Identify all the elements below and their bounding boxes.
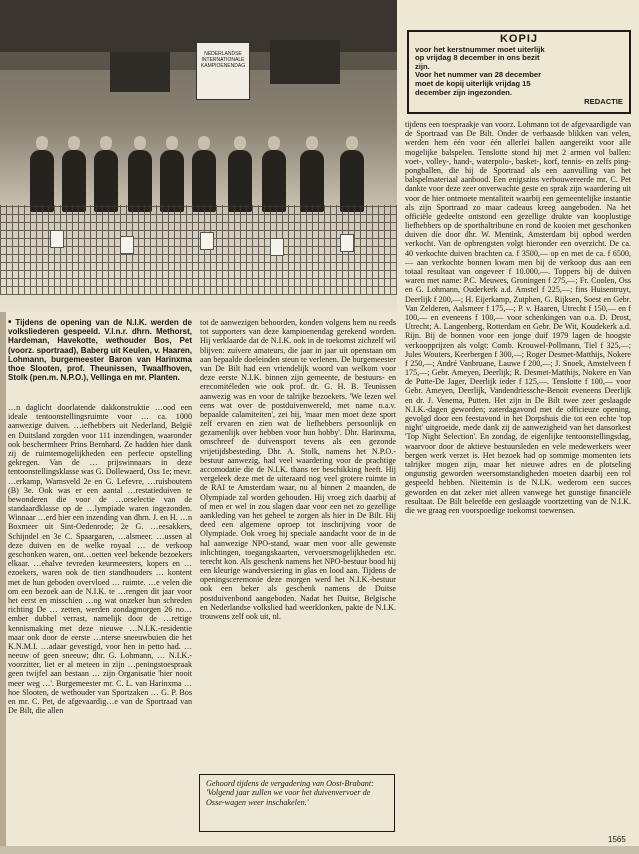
cage-label (120, 236, 134, 254)
cage-label (340, 234, 354, 252)
kopij-line: op vrijdag 8 december in ons bezit (415, 53, 540, 63)
column-1-text: …n daglicht doorlatende dakkonstruktie …ood een ideale tentoonstellingsruimte voor … ca. 1000 aanwezige duiven. …iefhebbers uit Nederland, België en Duitsland zorgden voor 111 inzendingen, waaronder ook beschermheer Prins Bernhard. Ze hadden hier dank zij de ruimtemogelijkheden een perfecte opstelling gekregen. Van de … prijswinnaars in deze tentoonstellingsklasse was G. Dollewaerd, Oss 1e; mevr. …erkamp, Warnsveld 2e en G. Lefevre, …ruisboutem (B) 3e. Ook was er een aantal …restatieduiven te bewonderen die voor de …orselectie van de standaardklasse op de …lympiade waren ingezonden. Winnaar …erd hier een inzending van dhrn. J. en H. …n Boxmeer uit Sint-Oedenrode; 2e G. …eesakkers, Schijndel en 3e C. Spaargaren, …alsmeer. …ussen al deze duiven en de welke royaal … de verkoop geschonken waren, ont…oetten veel bekende bezoekers elkaar. …ehalve tevreden keurmeesters, kopers en …ezoekers, waren ook de tien standhouders … kontent met de hun geboden overvloed … ruimte. …e velen die om een bezoek aan de N.I.K. te …rengen dit jaar voor het eerst en misschien …og wat onzeker hun schreden richting De … zetten, werden zondagmorgen 26 no…ember dubbel verrast, namelijk door de …rettige kennismaking met deze nieuwe …N.I.K.-residentie maar ook door de eerste …nterse sneeuwbuien die het K.N.M.I. …adaar gevestigd, voor hen in petto had. …neeuw of geen sneeuw; dhr. G. Lohmann, … N.I.K.-voorzitter, liet er al meteen in zijn …peningstoespraak geen twijfel aan bestaan … zijn Organisatie 'hier nooit meer weg …'. Burgemeester mr. C. L. van Harinxma …hoe Slooten, de wethouder van Sportzaken … G. P. Bos en mr. C. Pet, de afgevaardig…e van de Sportraad van De Bilt, die allen (8, 403, 192, 716)
person-figure (340, 150, 364, 212)
kopij-line: Voor het nummer van 28 december (415, 70, 542, 80)
kopij-title: KOPIJ (499, 33, 538, 45)
person-figure (300, 150, 324, 212)
pigeon-cages (0, 205, 397, 295)
page-number: 1565 (608, 835, 626, 844)
article-column-3 (405, 120, 631, 832)
opening-ceremony-photo (0, 0, 397, 312)
cage-label (270, 238, 284, 256)
kopij-line: zijn. (415, 61, 430, 71)
person-figure (128, 150, 152, 212)
page-bottom-strip (0, 846, 639, 854)
kopij-notice-box (407, 30, 631, 114)
column-2-text: tot de aanwezigen behoorden, konden volgens hem nu reeds tot supporters van deze kampioenendag gerekend worden. Hij verklaarde dat de N.I.K. ook in de toekomst zichzelf wil blijven: zuivere amateurs, die jaar in jaar uit openstaan om aan bepaalde doeleinden steun te verlenen. De burgemeester van De Bilt had een vriendelijk woord van welkom voor deze eerste N.I.K. binnen zijn gemeente, de bestuurs- en erecomitéleden wie ook prof. dr. G. H. B. Teunissen aanwezig was en voor de talrijke bezoekers. 'We lezen wel eens wat over de postduivenwereld, met name n.a.v. bepaalde calamiteiten', zei hij, 'maar men moet deze sport zelf ervaren en zien wat de liefhebbers persoonlijk en gezamenlijk over hebben voor hun hobby'. Dhr. Harinxma, omschreef de duivensport tevens als een gezonde vrijetijdsbesteding. Dhr. A. Stolk, namens het N.P.O.-bestuur aanwezig, had veel waardering voor de prachtige accomodatie die de N.I.K. thans ter beschikking heeft. Hij vergeleek deze met de uiteraard nog veel grotere ruimte in de RAI te Amsterdam waar, nu al binnen 2 maanden, de Olympiade zal worden gehouden. Hij vroeg zich daarbij af of men er wel in zou slagen daar voor een net zo gezellige aankleding van het geheel te zorgen als hier in De Bilt. Hij deed een algemene oproep tot inschrijving voor de Olympiade. Ook vroeg hij speciale aandacht voor de in de hal aanwezige NPO-stand, waar men voor alle gewenste inlichtingen, toegangskaarten, vervoersmogelijkheden etc. terecht kon. Als geschenk namens het NPO-bestuur bood hij een kleurige wandversiering in glas en lood aan. Tijdens de openingsceremonie deze morgen werd het N.I.K.-bestuur ook een beker als geschenk namens de Duitse postduivenbond aangeboden. Nadat het Duitse, Belgische en Nederlandse volkslied had weerklonken, pakte de N.I.K. trouwens zelf ook uit, nl. (200, 318, 396, 621)
person-figure (160, 150, 184, 212)
person-figure (262, 150, 286, 212)
person-figure (62, 150, 86, 212)
nik-banner-text: NEDERLANDSE INTERNATIONALE KAMPIOENENDAG (200, 51, 246, 69)
caption-bullet: • (8, 317, 12, 328)
column-3-text: tijdens een toespraakje van voorz. Lohmann tot de afgevaardigde van de Sportraad van De Bilt. Onder de verbaasde blikken van velen, werden hem één voor één allerlei ballen aangereikt voor alle mogelijke balspelen. Tenslotte stond hij met 2 armen vol ballen: voet-, volley-, hand-, waterpolo-, basket-, korf, tennis- en zelfs ping-pongballen, die hij de Sportraad als een aanvulling van het balspelmateriaal aanbood. Een enigszins verbouwereerde mr. C. Pet dankte voor deze zeer onverwachte geste en sprak zijn waardering uit voor de hier ontmoete mentaliteit waarbij een gemeentelijke instantie als zijn Sportraad zo maar cadeaus kreeg aangeboden. Na het officiële gedeelte ontstond een gezellige drukte van kooplustige liefhebbers op de sporthaltribune en rond de kooien met geschonken duiven die door dhr. W. Mentink, Amsterdam bij opbod werden verkocht. Van de opbrengsten volgt hieronder een overzicht. De ca. 40 verkochte duiven brachten ca. f 3500,— op en met de ca. f 6500,— aan verkochte bonnen kwam men bij de verkoop dus aan een totaal resultaat van ongeveer f 10.000,—. Toppers bij de duiven waren met name: P.C. Meuwes, Groningen f 275,—; Fr. Coolen, Oss en G. Lohmann, Ouderkerk a.d. Amstel f 225,—; fins Huisentruyt, Deerlijk f 200,—; H. Eijerkamp, Zutphen, G. Rijksen, Soest en Gebr. Van Zelderen, Aalsmeer f 175,—; P. v. Haaren, Utrecht f 150,— en f 100,— en eveneens f 100,— voor schenkingen van o.a. D. Drost, Utrecht; A. Langenberg, Rotterdam en Gebr. De Wit, Koudekerk a.d. Rijn. Bij de bonnen voor een jonge duif 1979 lagen de hoogste verkoopprijzen als volgt: Comb. Krouwel-Pollmann, Tiel f 325,—; Jules Wouters, Keerbergen f 300,—; Roger Desmet-Matthijs, Nokere f 250,—; André Vanbruane, Lauwe f 200,—; J. Snoek, Amstelveen f 175,—; Gebr. Ameyen, Deerlijk; R. Desmet-Matthijs, Nokere en Van de Putte-De Jager, Deerlijk ieder f 125,—. Tenslotte f 100,— voor Gebr. Ameyen, Deerlijk, Vandendriessche-Benoit eveneens Deerlijk en dr. J. Venema, Putten. Het zijn in De Bilt twee zeer geslaagde N.I.K.-dagen geworden; zaterdagavond met de officieuze opening, gevolgd door een feestavond in het Dorpshuis die tot een echte 'top night' uitgroeide, mede dank zij de aanwezigheid van het dansorkest 'Top Night Selection'. En zondag, de eigenlijke tentoonstellingsdag, waarvoor door de aktieve bestuursleden en vele medewerkers weer bergen werk verzet is. Het bezoek had op sommige momenten iets talrijker mogen zijn, maar het nieuwe adres en de plotseling ongunstig geworden weersomstandigheden moeten daarbij een rol gespeeld hebben. Niettemin is de N.I.K. wederom een succes geworden en dat zeker niet alleen vanwege het gunstige financiële resultaat. De Bilt beleefde een geslaagde voortzetting van de N.I.K. die we graag een voorspoedige toekomst toewensen. (405, 120, 631, 515)
article-column-2 (200, 318, 396, 768)
kopij-signature: REDACTIE (584, 97, 623, 107)
kopij-line: moet de kopij uiterlijk vrijdag 15 (415, 78, 531, 88)
photo-flag-left (110, 52, 170, 92)
person-figure (192, 150, 216, 212)
person-figure (94, 150, 118, 212)
photo-flag-right (270, 40, 340, 84)
cage-label (50, 230, 64, 248)
photo-caption-text: Tijdens de opening van de N.I.K. werden de volksliederen gespeeld. V.l.n.r. dhrn. Methorst, Hardeman, Havekotte, wethouder Bos, Pet (voorz. sportraad), Baberg uit Keulen, v. Haaren, Lohmann, burgemeester Baron van Harinxma thoe Slooten, prof. Theunissen, Twaalfhoven, Stolk (pen.m. N.P.O.), Vellinga en mr. Planten. (8, 318, 192, 383)
cage-label (200, 232, 214, 250)
article-column-1 (8, 403, 192, 843)
quote-box (199, 774, 395, 832)
nik-banner (196, 42, 250, 100)
quote-text: Gehoord tijdens de vergadering van Oost-Brabant: 'Volgend jaar zullen we voor het duivenvervoer de Osse-wagen weer inschakelen.' (206, 779, 374, 807)
person-figure (228, 150, 252, 212)
photo-caption (8, 318, 192, 400)
person-figure (30, 150, 54, 212)
kopij-line: december zijn ingezonden. (415, 87, 513, 97)
kopij-line: voor het kerstnummer moet uiterlijk (415, 44, 545, 54)
